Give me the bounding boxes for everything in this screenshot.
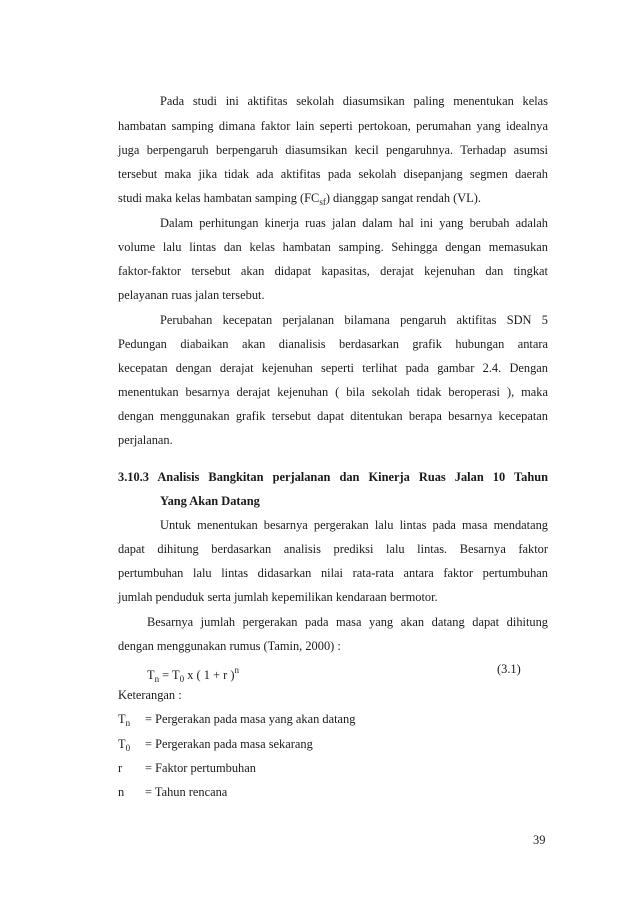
equation-number: (3.1) — [497, 662, 521, 676]
keterangan-item: $T_n$ = Pergerakan pada masa yang akan datang — [118, 712, 356, 728]
paragraph-line: Pada studi ini aktifitas sekolah diasumsikan paling menentukan kelas — [160, 94, 548, 108]
paragraph-line: Untuk menentukan besarnya pergerakan lalu lintas pada masa mendatang — [160, 518, 548, 532]
paragraph-line: perjalanan. — [118, 433, 173, 447]
paragraph-line: tersebut maka jika tidak ada aktifitas pada sekolah disepanjang segmen daerah — [118, 167, 548, 181]
section-heading: 3.10.3 Analisis Bangkitan perjalanan dan Kinerja Ruas Jalan 10 Tahun — [118, 470, 548, 484]
paragraph-line: Dalam perhitungan kinerja ruas jalan dalam hal ini yang berubah adalah — [160, 216, 548, 230]
keterangan-item: n = Tahun rencana — [118, 785, 228, 799]
paragraph-line: pertumbuhan lalu lintas didasarkan nilai rata-rata antara faktor pertumbuhan — [118, 566, 548, 580]
paragraph-line: studi maka kelas hambatan samping $(FC_{sf})$ dianggap sangat rendah (VL). — [118, 191, 481, 207]
paragraph-line: dapat dihitung berdasarkan analisis prediksi lalu lintas. Besarnya faktor — [118, 542, 548, 556]
paragraph-line: menentukan besarnya derajat kejenuhan ( bila sekolah tidak beroperasi ), maka — [118, 385, 548, 399]
paragraph-line: kecepatan dengan derajat kejenuhan seperti terlihat pada gambar 2.4. Dengan — [118, 361, 548, 375]
paragraph-line: dengan menggunakan rumus (Tamin, 2000) : — [118, 639, 341, 653]
keterangan-item: $T_0$ = Pergerakan pada masa sekarang — [118, 737, 313, 753]
paragraph-line: Besarnya jumlah pergerakan pada masa yang akan datang dapat dihitung — [147, 615, 548, 629]
paragraph-line: dengan menggunakan grafik tersebut dapat ditentukan berapa besarnya kecepatan — [118, 409, 548, 423]
paragraph-line: volume lalu lintas dan kelas hambatan samping. Sehingga dengan memasukan — [118, 240, 548, 254]
paragraph-line: Pedungan diabaikan akan dianalisis berdasarkan grafik hubungan antara — [118, 337, 548, 351]
paragraph-line: juga berpengaruh berpengaruh diasumsikan kecil pengaruhnya. Terhadap asumsi — [118, 143, 548, 157]
keterangan-item: r = Faktor pertumbuhan — [118, 761, 256, 775]
paragraph-line: pelayanan ruas jalan tersebut. — [118, 288, 265, 302]
formula: $T_n = T_0$ x ( 1 + r )$^n$ — [147, 665, 239, 684]
page-number: 39 — [533, 833, 546, 847]
keterangan-label: Keterangan : — [118, 688, 182, 702]
paragraph-line: faktor-faktor tersebut akan didapat kapasitas, derajat kejenuhan dan tingkat — [118, 264, 548, 278]
paragraph-line: hambatan samping dimana faktor lain seperti pertokoan, perumahan yang idealnya — [118, 119, 548, 133]
paragraph-line: Perubahan kecepatan perjalanan bilamana pengaruh aktifitas SDN 5 — [160, 313, 548, 327]
paragraph-line: jumlah penduduk serta jumlah kepemilikan kendaraan bermotor. — [118, 590, 438, 604]
section-heading-continued: Yang Akan Datang — [160, 494, 260, 508]
